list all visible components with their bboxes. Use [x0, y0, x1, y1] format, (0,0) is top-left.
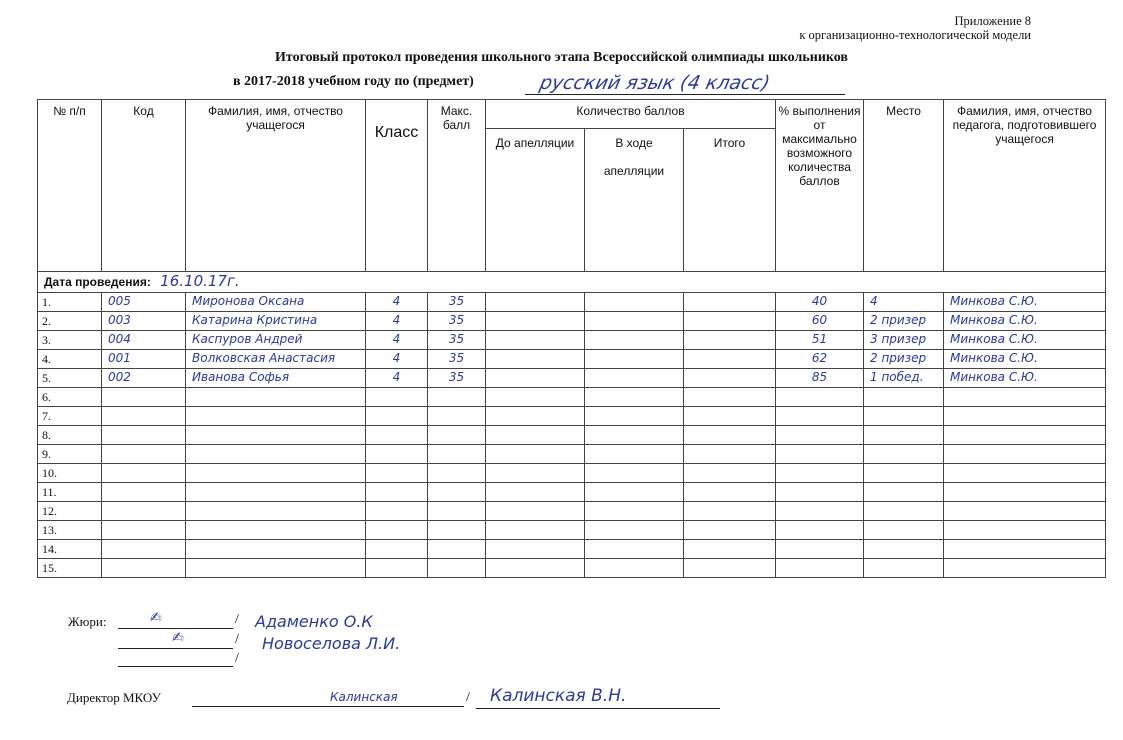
row-teacher [944, 464, 1106, 483]
row-total [684, 293, 776, 312]
row-total [684, 350, 776, 369]
row-place [864, 483, 944, 502]
director-separator: / [466, 690, 470, 705]
row-max [428, 483, 486, 502]
row-teacher: Минкова С.Ю. [944, 312, 1106, 331]
row-total [684, 331, 776, 350]
row-percent [776, 464, 864, 483]
row-max [428, 426, 486, 445]
row-before [486, 388, 585, 407]
row-teacher: Минкова С.Ю. [944, 331, 1106, 350]
row-before [486, 407, 585, 426]
table-row [38, 369, 1106, 388]
header-total: Итого [684, 129, 776, 272]
row-name [186, 426, 366, 445]
row-total [684, 502, 776, 521]
row-code [102, 521, 186, 540]
row-code [102, 559, 186, 578]
header-score-group: Количество баллов [486, 100, 776, 129]
date-row [38, 272, 1106, 293]
row-place [864, 502, 944, 521]
row-percent [776, 502, 864, 521]
row-name [186, 407, 366, 426]
row-class [366, 426, 428, 445]
header-max: Макс. балл [428, 100, 486, 272]
row-class: 4 [366, 350, 428, 369]
row-during [585, 369, 684, 388]
row-teacher [944, 521, 1106, 540]
row-teacher [944, 388, 1106, 407]
jury-label: Жюри: [68, 614, 107, 629]
row-teacher [944, 559, 1106, 578]
row-during [585, 331, 684, 350]
header-place: Место [864, 100, 944, 272]
row-during [585, 540, 684, 559]
row-before [486, 540, 585, 559]
jury-name-2: Новоселова Л.И. [262, 634, 401, 653]
jury-separator: / [235, 612, 239, 627]
table-row [38, 312, 1106, 331]
row-before [486, 312, 585, 331]
row-max [428, 502, 486, 521]
row-teacher [944, 502, 1106, 521]
row-code [102, 502, 186, 521]
row-code [102, 464, 186, 483]
row-name [186, 483, 366, 502]
row-place: 2 призер [864, 350, 944, 369]
jury-separator: / [235, 632, 239, 647]
row-during [585, 388, 684, 407]
row-class [366, 464, 428, 483]
row-percent [776, 540, 864, 559]
appendix-number: Приложение 8 [954, 14, 1031, 28]
row-percent: 40 [776, 293, 864, 312]
row-total [684, 540, 776, 559]
director-signature: Калинская [330, 690, 398, 704]
row-name [186, 521, 366, 540]
table-row [38, 483, 1106, 502]
row-name [186, 445, 366, 464]
table-row [38, 388, 1106, 407]
row-teacher: Минкова С.Ю. [944, 293, 1106, 312]
row-number: 15. [38, 559, 102, 578]
row-place: 2 призер [864, 312, 944, 331]
row-place [864, 464, 944, 483]
row-teacher: Минкова С.Ю. [944, 350, 1106, 369]
table-row [38, 350, 1106, 369]
row-number: 11. [38, 483, 102, 502]
jury-line-2 [118, 648, 233, 649]
row-percent: 85 [776, 369, 864, 388]
row-during [585, 407, 684, 426]
row-max: 35 [428, 331, 486, 350]
appendix-note [799, 14, 1031, 42]
header-code: Код [102, 100, 186, 272]
row-class: 4 [366, 312, 428, 331]
header-teacher: Фамилия, имя, отчество педагога, подготовившего учащегося [944, 100, 1106, 272]
row-teacher: Минкова С.Ю. [944, 369, 1106, 388]
row-teacher [944, 445, 1106, 464]
row-max [428, 388, 486, 407]
row-number: 9. [38, 445, 102, 464]
row-code: 001 [102, 350, 186, 369]
row-before [486, 483, 585, 502]
row-before [486, 521, 585, 540]
row-name [186, 540, 366, 559]
row-number: 13. [38, 521, 102, 540]
row-class [366, 502, 428, 521]
jury-signature-1: ✍ [150, 610, 162, 626]
row-code [102, 540, 186, 559]
row-total [684, 407, 776, 426]
row-total [684, 464, 776, 483]
row-max: 35 [428, 369, 486, 388]
jury-separator: / [235, 651, 239, 666]
row-name [186, 559, 366, 578]
row-number: 3. [38, 331, 102, 350]
row-max: 35 [428, 312, 486, 331]
row-before [486, 426, 585, 445]
row-code [102, 483, 186, 502]
row-place [864, 407, 944, 426]
row-code: 002 [102, 369, 186, 388]
table-row [38, 426, 1106, 445]
row-name: Иванова Софья [186, 369, 366, 388]
row-place: 3 призер [864, 331, 944, 350]
header-before: До апелляции [486, 129, 585, 272]
row-teacher [944, 540, 1106, 559]
row-during [585, 350, 684, 369]
jury-line-1 [118, 628, 233, 629]
director-name: Калинская В.Н. [490, 686, 627, 706]
row-place: 1 побед. [864, 369, 944, 388]
row-before [486, 331, 585, 350]
row-class [366, 388, 428, 407]
row-during [585, 502, 684, 521]
row-class: 4 [366, 369, 428, 388]
row-teacher [944, 483, 1106, 502]
document-subtitle: в 2017-2018 учебном году по (предмет) [233, 74, 474, 89]
date-label: Дата проведения: [44, 275, 151, 289]
table-row [38, 331, 1106, 350]
header-during: В ходе апелляции [585, 129, 684, 272]
row-class: 4 [366, 331, 428, 350]
row-during [585, 426, 684, 445]
row-max: 35 [428, 293, 486, 312]
row-before [486, 293, 585, 312]
table-row [38, 293, 1106, 312]
row-code [102, 426, 186, 445]
row-max [428, 445, 486, 464]
row-number: 6. [38, 388, 102, 407]
row-during [585, 483, 684, 502]
row-percent [776, 559, 864, 578]
row-percent: 60 [776, 312, 864, 331]
row-name: Каспуров Андрей [186, 331, 366, 350]
row-class [366, 483, 428, 502]
row-place [864, 521, 944, 540]
row-during [585, 521, 684, 540]
row-number: 14. [38, 540, 102, 559]
row-total [684, 483, 776, 502]
row-place [864, 388, 944, 407]
row-before [486, 445, 585, 464]
row-before [486, 350, 585, 369]
row-total [684, 388, 776, 407]
row-class [366, 445, 428, 464]
row-code: 003 [102, 312, 186, 331]
row-max [428, 407, 486, 426]
date-value: 16.10.17г. [160, 272, 240, 290]
row-code [102, 407, 186, 426]
director-signature-line [192, 706, 464, 707]
header-name: Фамилия, имя, отчество учащегося [186, 100, 366, 272]
row-percent [776, 445, 864, 464]
row-class [366, 540, 428, 559]
appendix-description: к организационно-технологической модели [799, 28, 1031, 42]
document-title: Итоговый протокол проведения школьного этапа Всероссийской олимпиады школьников [274, 50, 848, 65]
row-total [684, 312, 776, 331]
row-class [366, 521, 428, 540]
table-row [38, 540, 1106, 559]
row-number: 1. [38, 293, 102, 312]
row-during [585, 464, 684, 483]
row-total [684, 445, 776, 464]
subject-underline [525, 94, 845, 95]
row-max [428, 559, 486, 578]
row-code: 005 [102, 293, 186, 312]
row-place [864, 426, 944, 445]
row-teacher [944, 407, 1106, 426]
row-place [864, 445, 944, 464]
row-total [684, 521, 776, 540]
row-before [486, 464, 585, 483]
row-max: 35 [428, 350, 486, 369]
jury-signature-2: ✍ [172, 630, 184, 646]
table-row [38, 407, 1106, 426]
subject-handwritten: русский язык (4 класс) [537, 72, 772, 94]
row-teacher [944, 426, 1106, 445]
row-percent: 62 [776, 350, 864, 369]
director-label: Директор МКОУ [67, 690, 161, 705]
row-total [684, 559, 776, 578]
jury-line-3 [118, 666, 233, 667]
row-during [585, 445, 684, 464]
row-place [864, 559, 944, 578]
row-number: 8. [38, 426, 102, 445]
row-place: 4 [864, 293, 944, 312]
row-percent: 51 [776, 331, 864, 350]
header-class: Класс [366, 100, 428, 272]
row-during [585, 293, 684, 312]
table-row [38, 464, 1106, 483]
row-max [428, 464, 486, 483]
row-max [428, 521, 486, 540]
row-total [684, 369, 776, 388]
row-name: Миронова Оксана [186, 293, 366, 312]
row-class: 4 [366, 293, 428, 312]
row-code [102, 445, 186, 464]
row-percent [776, 426, 864, 445]
header-num: № п/п [38, 100, 102, 272]
row-percent [776, 521, 864, 540]
row-name [186, 502, 366, 521]
row-before [486, 369, 585, 388]
row-number: 7. [38, 407, 102, 426]
row-before [486, 502, 585, 521]
row-percent [776, 407, 864, 426]
row-percent [776, 483, 864, 502]
table-row [38, 445, 1106, 464]
director-name-line [476, 708, 720, 709]
row-percent [776, 388, 864, 407]
row-number: 4. [38, 350, 102, 369]
row-max [428, 540, 486, 559]
row-number: 12. [38, 502, 102, 521]
table-body [38, 293, 1106, 578]
table-row [38, 559, 1106, 578]
row-before [486, 559, 585, 578]
table-row [38, 521, 1106, 540]
row-place [864, 540, 944, 559]
row-number: 10. [38, 464, 102, 483]
row-during [585, 559, 684, 578]
row-number: 5. [38, 369, 102, 388]
row-name: Волковская Анастасия [186, 350, 366, 369]
row-class [366, 407, 428, 426]
row-during [585, 312, 684, 331]
row-name [186, 388, 366, 407]
row-name [186, 464, 366, 483]
table-row [38, 502, 1106, 521]
row-total [684, 426, 776, 445]
row-number: 2. [38, 312, 102, 331]
header-percent: % выполнения от максимально возможного количества баллов [776, 100, 864, 272]
row-class [366, 559, 428, 578]
protocol-table [37, 99, 1106, 578]
jury-name-1: Адаменко О.К [255, 612, 373, 631]
row-code [102, 388, 186, 407]
row-code: 004 [102, 331, 186, 350]
row-name: Катарина Кристина [186, 312, 366, 331]
